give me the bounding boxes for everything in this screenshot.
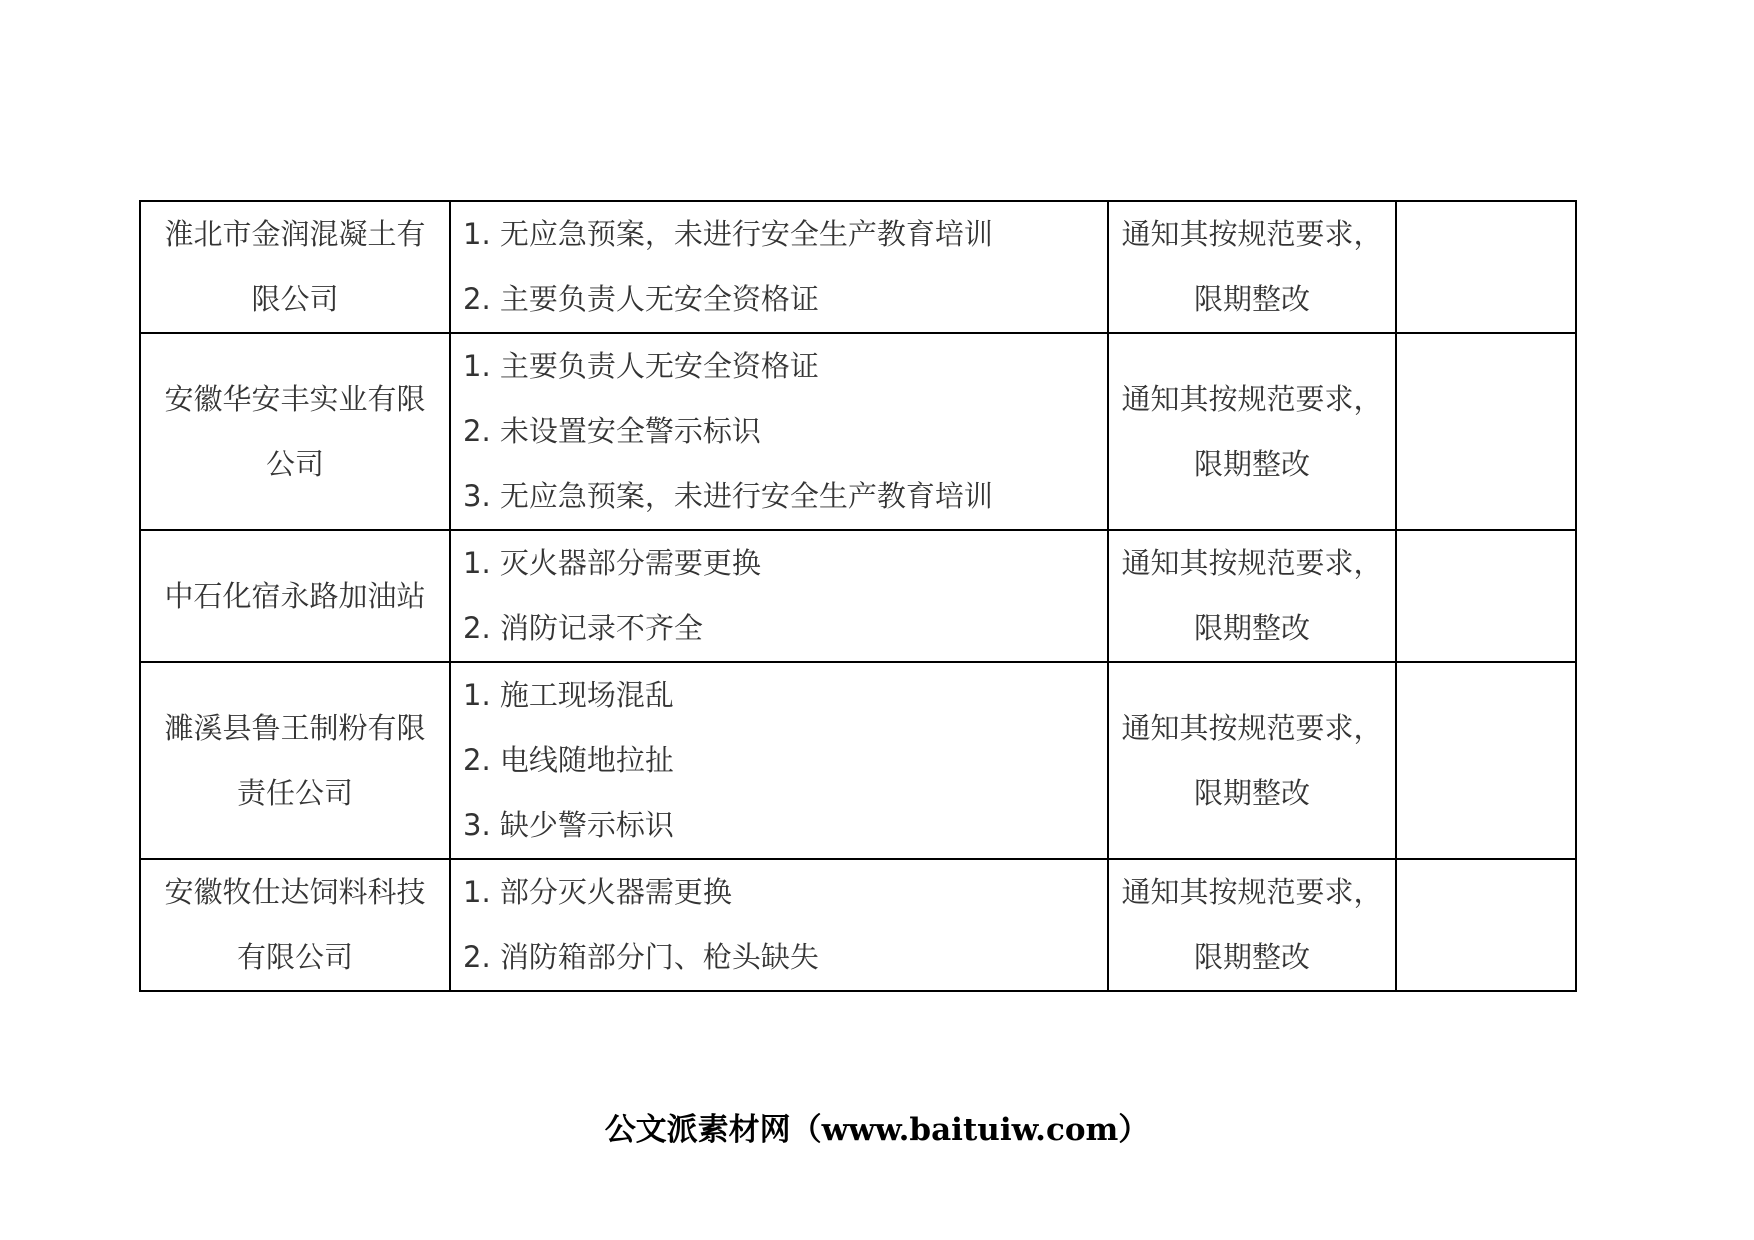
action-cell: 通知其按规范要求， 限期整改 <box>1108 662 1396 859</box>
remark-cell <box>1396 662 1576 859</box>
remark-cell <box>1396 333 1576 530</box>
issue-item: 1. 主要负责人无安全资格证 <box>463 349 819 383</box>
remark-cell <box>1396 859 1576 991</box>
issue-item: 1. 施工现场混乱 <box>463 678 674 712</box>
issue-item: 2. 未设置安全警示标识 <box>463 414 761 448</box>
inspection-table <box>139 200 1577 992</box>
table-row <box>140 530 1576 662</box>
issues-cell <box>450 333 1108 530</box>
issues-cell <box>450 201 1108 333</box>
issue-item: 2. 消防箱部分门、枪头缺失 <box>463 940 819 974</box>
issues-cell <box>450 530 1108 662</box>
action-cell: 通知其按规范要求， 限期整改 <box>1108 530 1396 662</box>
company-cell: 淮北市金润混凝土有 限公司 <box>140 201 450 333</box>
issue-item: 1. 灭火器部分需要更换 <box>463 546 761 580</box>
issues-cell <box>450 859 1108 991</box>
issues-cell <box>450 662 1108 859</box>
issue-item: 2. 主要负责人无安全资格证 <box>463 282 819 316</box>
issue-item: 3. 缺少警示标识 <box>463 808 674 842</box>
table-row <box>140 333 1576 530</box>
company-cell: 中石化宿永路加油站 <box>140 530 450 662</box>
action-cell: 通知其按规范要求， 限期整改 <box>1108 201 1396 333</box>
table-row <box>140 201 1576 333</box>
company-cell: 安徽华安丰实业有限 公司 <box>140 333 450 530</box>
issue-item: 2. 电线随地拉扯 <box>463 743 674 777</box>
company-cell: 安徽牧仕达饲料科技 有限公司 <box>140 859 450 991</box>
action-cell: 通知其按规范要求， 限期整改 <box>1108 859 1396 991</box>
remark-cell <box>1396 201 1576 333</box>
issue-item: 3. 无应急预案，未进行安全生产教育培训 <box>463 479 993 513</box>
company-cell: 濉溪县鲁王制粉有限 责任公司 <box>140 662 450 859</box>
action-cell: 通知其按规范要求， 限期整改 <box>1108 333 1396 530</box>
issue-item: 1. 无应急预案，未进行安全生产教育培训 <box>463 217 993 251</box>
issue-item: 2. 消防记录不齐全 <box>463 611 703 645</box>
issue-item: 1. 部分灭火器需更换 <box>463 875 732 909</box>
footer-source-text: 公文派素材网（www.baituiw.com） <box>604 1112 1150 1148</box>
inspection-table-container <box>139 200 1575 992</box>
table-row <box>140 662 1576 859</box>
remark-cell <box>1396 530 1576 662</box>
table-row <box>140 859 1576 991</box>
